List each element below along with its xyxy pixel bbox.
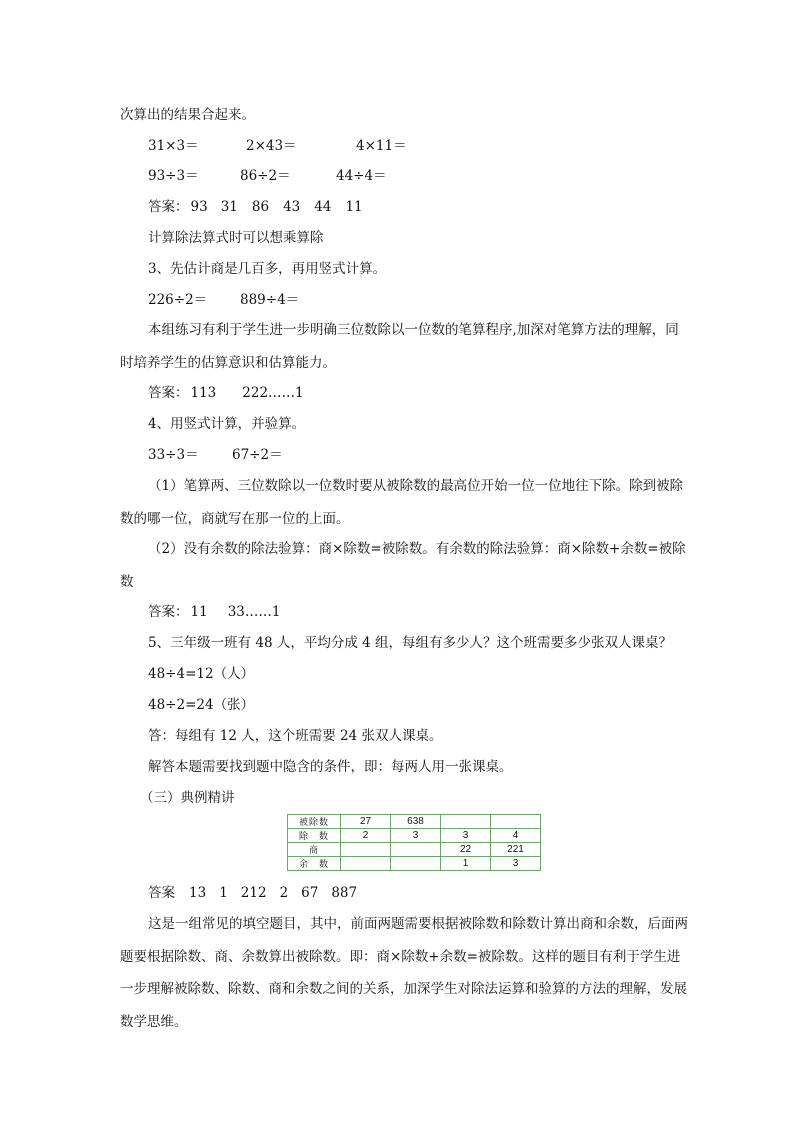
answer-value: 11 [190, 604, 208, 620]
division-table-wrapper [287, 814, 541, 871]
table-cell [391, 843, 441, 857]
solution-note: 解答本题需要找到题中隐含的条件，即：每两人用一张课桌。 [148, 759, 513, 775]
answer-value: 31 [220, 199, 238, 215]
answer-label: 答案 [148, 885, 175, 901]
answer-value: 1 [219, 885, 228, 901]
answer-line-3 [148, 383, 304, 403]
table-cell [341, 843, 391, 857]
expression-44div4: 44÷4＝ [336, 168, 387, 184]
table-cell: 638 [391, 815, 441, 829]
section-heading: （三）典例精讲 [140, 790, 235, 806]
table-cell [491, 815, 541, 829]
answer-value: 33……1 [227, 604, 281, 620]
table-cell: 3 [391, 829, 441, 843]
note-line: 计算除法算式时可以想乘算除 [148, 230, 324, 246]
solution-line-1: 48÷4=12（人） [148, 666, 255, 682]
table-row [288, 815, 541, 829]
question-4: 4、用竖式计算，并验算。 [148, 416, 306, 432]
row-header-divisor: 除 数 [288, 829, 341, 843]
table-cell: 27 [341, 815, 391, 829]
row-header-dividend: 被除数 [288, 815, 341, 829]
paragraph-text: 本组练习有利于学生进一步明确三位数除以一位数的笔算程序,加深对笔算方法的理解，同时培养学生的估算意识和估算能力。 [120, 322, 679, 371]
expression-226div2: 226÷2＝ [148, 292, 208, 308]
answer-value: 222……1 [242, 385, 304, 401]
answer-label: 答案： [148, 604, 189, 620]
answer-value: 2 [279, 885, 289, 901]
table-cell: 1 [441, 857, 491, 871]
table-cell: 3 [491, 857, 541, 871]
answer-label: 答案： [148, 199, 189, 215]
table-cell [441, 815, 491, 829]
answer-value: 11 [345, 199, 363, 215]
paragraph-verification [120, 533, 690, 598]
expression-67div2: 67÷2＝ [232, 447, 283, 463]
paragraph-text: （1）笔算两、三位数除以一位数时要从被除数的最高位开始一位一位地往下除。除到被除数的哪一位，商就写在那一位的上面。 [120, 478, 684, 527]
table-cell: 221 [491, 843, 541, 857]
text-continuation: 次算出的结果合起来。 [120, 107, 255, 123]
division-table [287, 814, 541, 871]
paragraph-long-division [120, 470, 690, 535]
paragraph-table-explanation [120, 908, 690, 1038]
expression-33div3: 33÷3＝ [148, 447, 199, 463]
table-row [288, 843, 541, 857]
answer-value: 86 [251, 199, 270, 215]
expression-4x11: 4×11＝ [356, 138, 407, 154]
answer-value: 13 [189, 885, 207, 901]
solution-line-2: 48÷2=24（张） [148, 697, 255, 713]
answer-value: 212 [240, 885, 267, 901]
answer-value: 93 [190, 199, 208, 215]
table-cell [341, 857, 391, 871]
expression-31x3: 31×3＝ [148, 138, 199, 154]
expression-86div2: 86÷2＝ [240, 168, 291, 184]
answer-value: 43 [283, 199, 301, 215]
expression-2x43: 2×43＝ [246, 138, 297, 154]
answer-line-4 [148, 602, 280, 622]
table-cell: 3 [441, 829, 491, 843]
answer-value: 887 [331, 885, 358, 901]
question-5: 5、三年级一班有 48 人，平均分成 4 组，每组有多少人？这个班需要多少张双人课桌？ [148, 635, 673, 651]
paragraph-estimation [120, 314, 690, 379]
table-cell [391, 857, 441, 871]
row-header-remainder: 余 数 [288, 857, 341, 871]
answer-line-1 [148, 197, 363, 217]
expression-889div4: 889÷4＝ [240, 292, 300, 308]
table-cell: 22 [441, 843, 491, 857]
question-3: 3、先估计商是几百多，再用竖式计算。 [148, 261, 387, 277]
row-header-quotient: 商 [288, 843, 341, 857]
solution-answer: 答：每组有 12 人，这个班需要 24 张双人课桌。 [148, 728, 443, 744]
expression-93div3: 93÷3＝ [148, 168, 199, 184]
table-cell: 4 [491, 829, 541, 843]
answer-label: 答案： [148, 385, 189, 401]
table-row [288, 857, 541, 871]
paragraph-text: 这是一组常见的填空题目，其中，前面两题需要根据被除数和除数计算出商和余数，后面两题要根据除数、商、余数算出被除数。即：商×除数+余数=被除数。这样的题目有利于学生进一步理解被除数、除数、商和余数之间的关系，加深学生对除法运算和验算的方法的理解，发展数学思维。 [120, 916, 688, 1030]
answer-value: 113 [190, 385, 217, 401]
paragraph-text: （2）没有余数的除法验算：商×除数=被除数。有余数的除法验算：商×除数+余数=被除数 [120, 541, 686, 590]
answer-value: 67 [301, 885, 319, 901]
table-cell: 2 [341, 829, 391, 843]
answer-value: 44 [314, 199, 332, 215]
answer-line-5 [148, 883, 357, 903]
table-row [288, 829, 541, 843]
